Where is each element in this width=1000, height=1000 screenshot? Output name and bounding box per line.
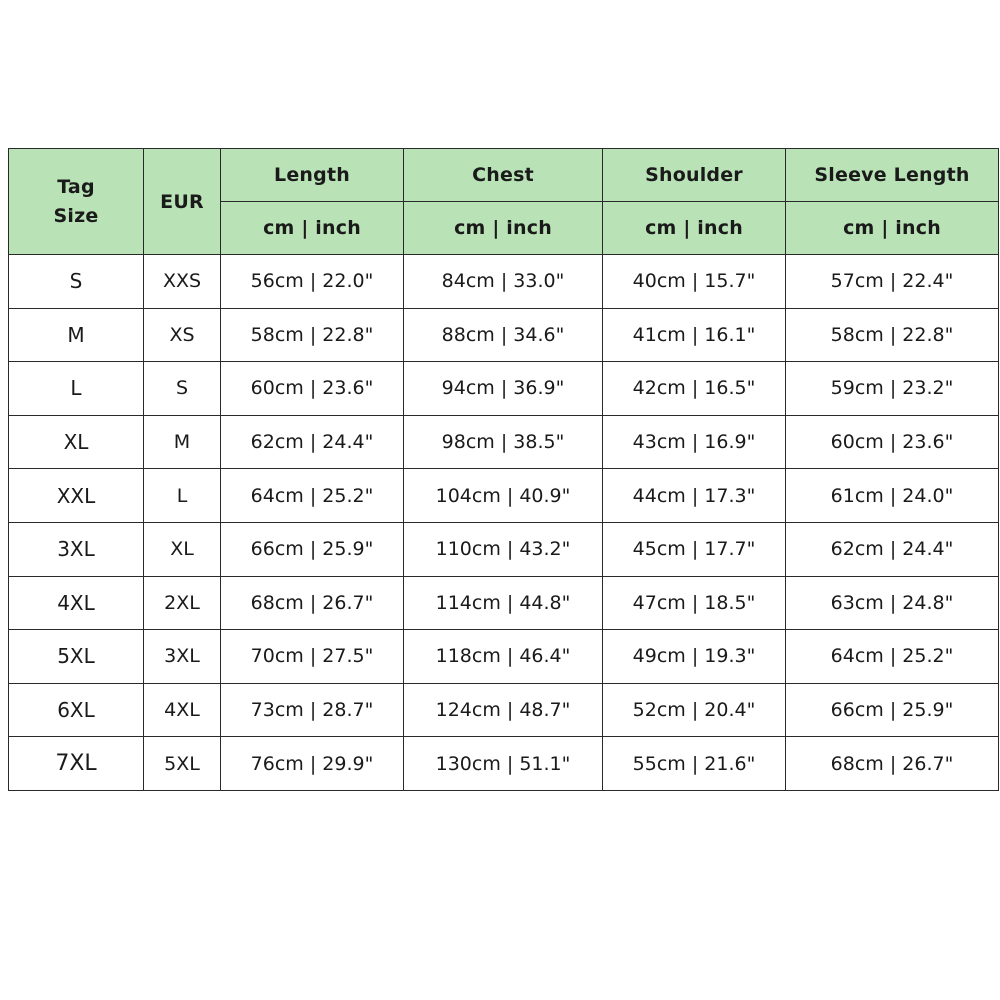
cell-chest: 88cm | 34.6" <box>404 308 603 362</box>
cell-sleeve-length: 66cm | 25.9" <box>786 683 999 737</box>
cell-eur: 5XL <box>144 737 221 791</box>
cell-length: 64cm | 25.2" <box>221 469 404 523</box>
table-row <box>9 683 999 737</box>
cell-chest: 124cm | 48.7" <box>404 683 603 737</box>
cell-length: 68cm | 26.7" <box>221 576 404 630</box>
cell-tag-size: XL <box>9 415 144 469</box>
cell-length: 60cm | 23.6" <box>221 362 404 416</box>
header-row-titles <box>9 149 999 202</box>
cell-chest: 110cm | 43.2" <box>404 522 603 576</box>
header-tag-size <box>9 149 144 255</box>
cell-shoulder: 55cm | 21.6" <box>603 737 786 791</box>
table-row <box>9 630 999 684</box>
cell-eur: 2XL <box>144 576 221 630</box>
cell-eur: 3XL <box>144 630 221 684</box>
cell-tag-size: 4XL <box>9 576 144 630</box>
size-chart-table <box>8 148 999 791</box>
cell-sleeve-length: 58cm | 22.8" <box>786 308 999 362</box>
header-eur: EUR <box>144 149 221 255</box>
cell-shoulder: 52cm | 20.4" <box>603 683 786 737</box>
cell-sleeve-length: 64cm | 25.2" <box>786 630 999 684</box>
table-row <box>9 522 999 576</box>
table-header <box>9 149 999 255</box>
cell-chest: 84cm | 33.0" <box>404 255 603 309</box>
cell-chest: 104cm | 40.9" <box>404 469 603 523</box>
cell-shoulder: 49cm | 19.3" <box>603 630 786 684</box>
table-row <box>9 469 999 523</box>
header-sleeve-length: Sleeve Length <box>786 149 999 202</box>
cell-shoulder: 47cm | 18.5" <box>603 576 786 630</box>
cell-sleeve-length: 62cm | 24.4" <box>786 522 999 576</box>
table-row <box>9 255 999 309</box>
table-row <box>9 415 999 469</box>
cell-length: 58cm | 22.8" <box>221 308 404 362</box>
cell-eur: M <box>144 415 221 469</box>
unit-label-sleeve: cm | inch <box>786 202 999 255</box>
cell-eur: XL <box>144 522 221 576</box>
cell-sleeve-length: 63cm | 24.8" <box>786 576 999 630</box>
unit-label-length: cm | inch <box>221 202 404 255</box>
cell-length: 76cm | 29.9" <box>221 737 404 791</box>
cell-sleeve-length: 60cm | 23.6" <box>786 415 999 469</box>
cell-shoulder: 44cm | 17.3" <box>603 469 786 523</box>
unit-label-shoulder: cm | inch <box>603 202 786 255</box>
cell-length: 73cm | 28.7" <box>221 683 404 737</box>
header-length: Length <box>221 149 404 202</box>
cell-chest: 94cm | 36.9" <box>404 362 603 416</box>
cell-tag-size: 3XL <box>9 522 144 576</box>
cell-eur: XXS <box>144 255 221 309</box>
cell-sleeve-length: 68cm | 26.7" <box>786 737 999 791</box>
header-tag-size-line1: Tag <box>57 175 95 198</box>
cell-chest: 118cm | 46.4" <box>404 630 603 684</box>
cell-tag-size: 7XL <box>9 737 144 791</box>
table-row <box>9 737 999 791</box>
cell-tag-size: 6XL <box>9 683 144 737</box>
cell-shoulder: 40cm | 15.7" <box>603 255 786 309</box>
header-tag-size-line2: Size <box>53 204 99 227</box>
cell-chest: 130cm | 51.1" <box>404 737 603 791</box>
table-row <box>9 308 999 362</box>
cell-sleeve-length: 61cm | 24.0" <box>786 469 999 523</box>
header-shoulder: Shoulder <box>603 149 786 202</box>
cell-tag-size: M <box>9 308 144 362</box>
header-chest: Chest <box>404 149 603 202</box>
cell-tag-size: 5XL <box>9 630 144 684</box>
cell-eur: L <box>144 469 221 523</box>
table-row <box>9 362 999 416</box>
cell-tag-size: L <box>9 362 144 416</box>
cell-eur: 4XL <box>144 683 221 737</box>
unit-label-chest: cm | inch <box>404 202 603 255</box>
cell-eur: S <box>144 362 221 416</box>
cell-length: 70cm | 27.5" <box>221 630 404 684</box>
cell-chest: 114cm | 44.8" <box>404 576 603 630</box>
cell-tag-size: XXL <box>9 469 144 523</box>
table-row <box>9 576 999 630</box>
cell-length: 56cm | 22.0" <box>221 255 404 309</box>
cell-shoulder: 41cm | 16.1" <box>603 308 786 362</box>
cell-length: 62cm | 24.4" <box>221 415 404 469</box>
table-body <box>9 255 999 791</box>
cell-tag-size: S <box>9 255 144 309</box>
cell-length: 66cm | 25.9" <box>221 522 404 576</box>
cell-eur: XS <box>144 308 221 362</box>
cell-sleeve-length: 57cm | 22.4" <box>786 255 999 309</box>
cell-shoulder: 45cm | 17.7" <box>603 522 786 576</box>
cell-sleeve-length: 59cm | 23.2" <box>786 362 999 416</box>
cell-shoulder: 43cm | 16.9" <box>603 415 786 469</box>
cell-chest: 98cm | 38.5" <box>404 415 603 469</box>
cell-shoulder: 42cm | 16.5" <box>603 362 786 416</box>
